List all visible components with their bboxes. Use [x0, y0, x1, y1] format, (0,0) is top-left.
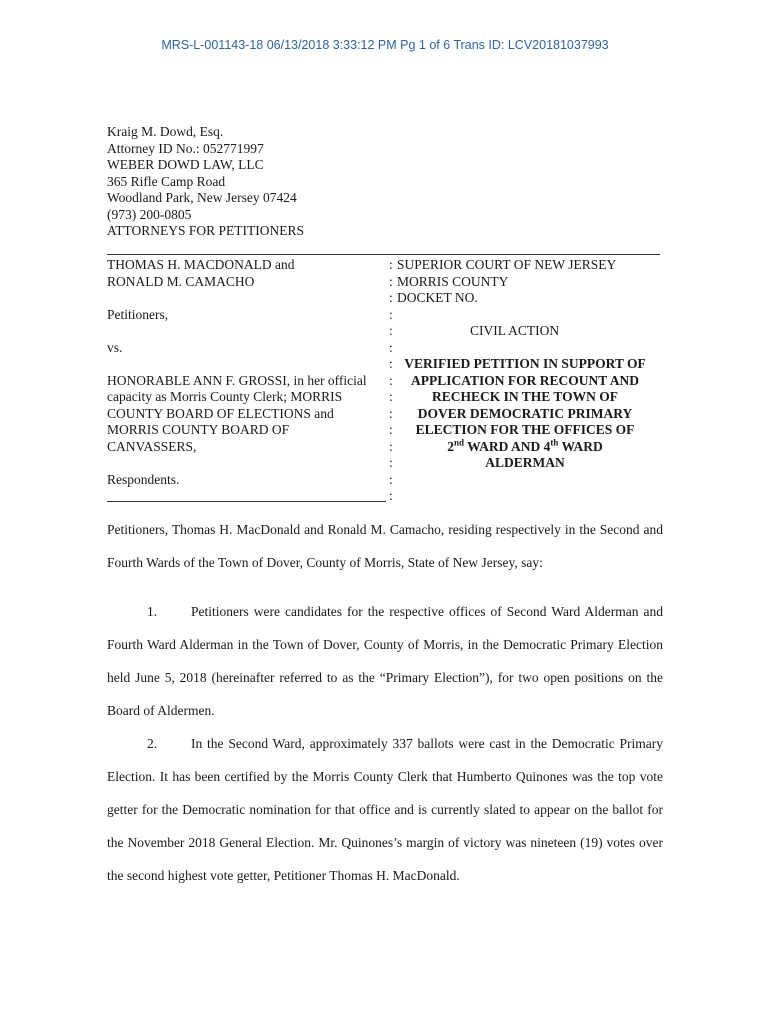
respondent-name: CANVASSERS, [107, 438, 197, 454]
firm-city: Woodland Park, New Jersey 07424 [107, 190, 297, 205]
caption-parties [107, 257, 389, 488]
paragraph-text: In the Second Ward, approximately 337 ballots were cast in the Democratic Primary Election. It has been certified by the Morris County Clerk that Humberto Quinones was the top vote getter for the Democratic nomination for that office and is currently slated to appear on the ballot for the November 2018 General Election. Mr. Quinones’s margin of victory was nineteen (19) votes over the second highest vote getter, Petitioner Thomas H. MacDonald. [107, 736, 663, 883]
petition-title-ward-line: 2nd WARD AND 4th WARD [447, 437, 603, 454]
caption-bottom-rule [107, 501, 386, 502]
paragraph-text: Petitioners were candidates for the respective offices of Second Ward Alderman and Fourth Ward Alderman in the Town of Dover, County of Morris, in the Democratic Primary Election held June 5, 2018 (hereinafter referred to as the “Primary Election”), for two open positions on the Board of Aldermen. [107, 604, 663, 718]
petition-body [107, 513, 663, 892]
firm-phone: (973) 200-0805 [107, 206, 192, 222]
law-firm: WEBER DOWD LAW, LLC [107, 157, 264, 172]
petition-title-line: ELECTION FOR THE OFFICES OF [415, 422, 635, 437]
court-name: SUPERIOR COURT OF NEW JERSEY [397, 257, 617, 272]
respondent-name: HONORABLE ANN F. GROSSI, in her official [107, 372, 367, 388]
caption-top-rule [107, 254, 660, 255]
attorneys-for: ATTORNEYS FOR PETITIONERS [107, 223, 305, 238]
petition-title-line: ALDERMAN [485, 455, 565, 470]
petitioner-name: RONALD M. CAMACHO [107, 273, 255, 289]
respondents-label: Respondents. [107, 471, 180, 487]
firm-street: 365 Rifle Camp Road [107, 173, 226, 189]
respondent-name: capacity as Morris County Clerk; MORRIS [107, 389, 343, 404]
attorney-name: Kraig M. Dowd, Esq. [107, 124, 224, 139]
attorney-id: Attorney ID No.: 052771997 [107, 140, 264, 156]
civil-action-label: CIVIL ACTION [470, 323, 560, 338]
paragraph-number: 2. [147, 736, 158, 751]
numbered-paragraph [107, 595, 663, 727]
petition-title [400, 356, 650, 472]
paragraph-number: 1. [147, 604, 158, 619]
respondent-name: MORRIS COUNTY BOARD OF [107, 422, 290, 437]
intro-paragraph: Petitioners, Thomas H. MacDonald and Ronald M. Camacho, residing respectively in the Second and Fourth Wards of the Town of Dover, County of Morris, State of New Jersey, say: [107, 522, 663, 570]
petitioner-name: THOMAS H. MACDONALD and [107, 257, 295, 272]
attorney-block [107, 124, 304, 240]
court-info [397, 257, 667, 307]
petition-title-line: APPLICATION FOR RECOUNT AND [411, 372, 639, 388]
petition-title-line: RECHECK IN THE TOWN OF [431, 389, 619, 404]
court-county: MORRIS COUNTY [397, 273, 509, 289]
versus-label: vs. [107, 339, 123, 355]
respondent-name: COUNTY BOARD OF ELECTIONS and [107, 405, 334, 421]
petitioners-label: Petitioners, [107, 306, 169, 322]
caption-colon-column: : : : : : : : : : : : : : : : [389, 257, 393, 503]
filing-stamp: MRS-L-001143-18 06/13/2018 3:33:12 PM Pg 1 of 6 Trans ID: LCV20181037993 [161, 38, 609, 52]
petition-title-line: DOVER DEMOCRATIC PRIMARY [417, 405, 633, 421]
petition-title-line: VERIFIED PETITION IN SUPPORT OF [404, 356, 646, 371]
numbered-paragraph [107, 727, 663, 892]
docket-number: DOCKET NO. [397, 290, 478, 305]
